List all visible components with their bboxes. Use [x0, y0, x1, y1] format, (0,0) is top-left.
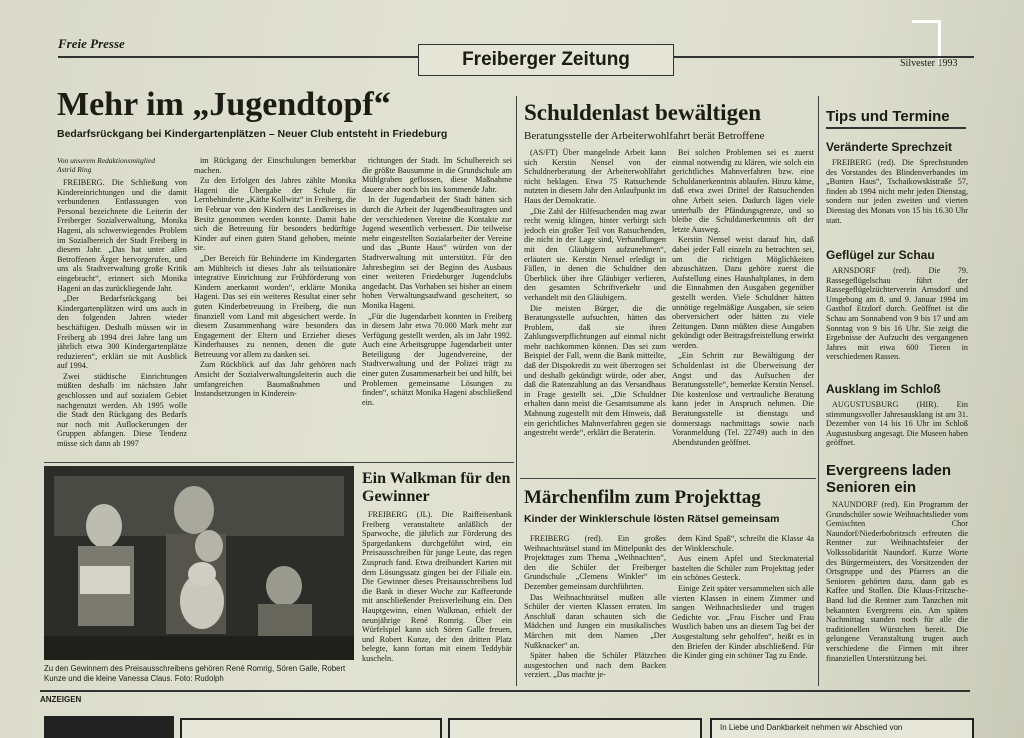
paragraph: FREIBERG (red). Ein großes Weihnachtsrätsel stand im Mittelpunkt des Projekttages zum Thema „Weihnachten“, den die Schüler der Freiberger Grundschule „Clemens Winkler“ im Dezember gemeinsam durchführten.: [524, 534, 666, 591]
paragraph: Einige Zeit später versammelten sich alle vierten Klassen in einem Zimmer und sangen Weihnachtslieder und trugen Gedichte vor. „Frau Fischer und Frau Wustlich haben uns an diesem Tag bei der Ausgestaltung sehr geholfen“, heißt es in den Briefen der Kinder abschließend. Für die Kinder ging ein schöner Tag zu Ende.: [672, 583, 814, 661]
paragraph: „Der Bereich für Behinderte im Kindergarten am Mühlteich ist dieses Jahr als teilstationäre integrative Einrichtung zur Frühförderung von Kindern anerkannt worden“, erklärte Monika Hageni. Das sei ein weiteres Resultat einer sehr guten Kinderbetreuung in Freiberg, die nun finanziell vom Land mit abgesichert werde. In diesem Zusammenhang wäre besonders das Engagement der Eltern und Erzieher dieses Kinderhauses zu nennen, denen die gute Betreuung vor allem zu danken sei.: [194, 253, 356, 359]
paragraph: AUGUSTUSBURG (HIR). Ein stimmungsvoller Jahresausklang ist am 31. Dezember von 14 bis 16 Uhr im Schloß Augustusburg angesagt. Die Museen haben geöffnet.: [826, 400, 968, 448]
masthead-rule-left: [58, 56, 418, 58]
issue-date: Silvester 1993: [900, 58, 958, 69]
sidebar-header: Tips und Termine: [826, 108, 966, 129]
paragraph: (AS/FT) Über mangelnde Arbeit kann sich Kerstin Nensel von der Schuldnerberatung der Arbeiterwohlfahrt nicht beklagen. Etwa 75 Ratsuchende nutzten in diesem Jahr den Anlaufpunkt im Haus der Demokratie.: [524, 148, 666, 205]
ad-box: [180, 718, 442, 738]
column-divider: [516, 96, 517, 686]
paragraph: Später haben die Schüler Plätzchen ausgestochen und nach dem Backen verziert. „Das machte je-: [524, 651, 666, 680]
sidebar-item-title: Veränderte Sprechzeit: [826, 140, 953, 154]
sidebar-item-body: [826, 158, 968, 240]
paragraph: Das Weihnachtsrätsel mußten alle Schüler der vierten Klassen erraten. Im Anschluß daran schauten sich die Mädchen und Jungen ein musikalisches Märchen mit dem Namen „Der Nußknacker“ an.: [524, 592, 666, 650]
paragraph: richtungen der Stadt. Im Schulbereich sei die größte Bausumme in die Grundschule am Mühlgraben geflossen, diese Maßnahme dauere aber noch bis ins kommende Jahr.: [362, 156, 512, 194]
photo-caption: Zu den Gewinnern des Preisausschreibens gehören René Romrig, Sören Galle, Robert Kunze und die kleine Vanessa Claus. Foto: Rudolph: [44, 664, 346, 683]
sidebar-item-title: Evergreens laden Senioren ein: [826, 462, 952, 496]
winners-photo: [44, 466, 354, 660]
sidebar-item-title: Ausklang im Schloß: [826, 382, 941, 396]
paragraph: FREIBERG (JL). Die Raiffeisenbank Freiberg veranstaltete anläßlich der Sparwoche, die jährlich zur Förderung des Spargedankens durchgeführt wird, ein Preisausschreiben für junge Leute, das regen Zuspruch fand. Etwa dreihundert Karten mit dem Lösungssatz gingen bei der Filiale ein. Die Gewinner dieses Preisausschreibens lud die Bank in dieser Woche zur Kaffeerunde mit anschließender Preisverleihung ein. Den Hauptgewinn, einen Walkman, erhielt der neunjährige René Romrig. Über ein Würfelspiel kann sich Sören Galle freuen, und Robert Kunze, der den dritten Platz belegte, kann fortan mit einem Teddybär kuscheln.: [362, 510, 512, 663]
article4-column-2: [672, 534, 814, 686]
paragraph: ARNSDORF (red). Die 79. Rassegeflügelschau führt der Rassegeflügelzüchterverein Arnsdorf und Umgebung am 8. und 9. Januar 1994 im Gasthof Etzdorf durch. Geöffnet ist die Schau am Sonnabend von 9 bis 17 und am Sonntag von 9 bis 16 Uhr. Sie zeigt die Ergebnisse der Aufzucht des vergangenen Jahres mit etwa 600 Tieren in verschiedenen Rassen.: [826, 266, 968, 362]
sidebar-item-body: [826, 500, 968, 686]
article-headline-jugendtopf: Mehr im „Jugendtopf“: [57, 86, 391, 123]
column-divider: [818, 96, 819, 686]
ad-box: [44, 716, 174, 738]
paragraph: Aus einem Apfel und Steckmaterial bastelten die Schüler zum Projekttag jeder ein schönes Gesteck.: [672, 554, 814, 583]
article2-column-1: [524, 148, 666, 474]
newspaper-name: Freie Presse: [58, 36, 125, 51]
ad-text: In Liebe und Dankbarkeit nehmen wir Abschied von: [720, 723, 903, 732]
section-divider: [44, 462, 514, 463]
paragraph: Zu den Erfolgen des Jahres zählte Monika Hageni die Übergabe der Schule für Lernbehinderte „Käthe Kollwitz“ in Freiberg, die im Februar von den Kindern des Landkreises in Besitz genommen werden konnte. Damit habe sich die Betreuung für besonders bedürftige Kinder auf einen guten Stand gehoben, meinte sie.: [194, 176, 356, 253]
sidebar-item-body: [826, 266, 968, 374]
ad-box: [448, 718, 702, 738]
article-subhead-jugendtopf: Bedarfsrückgang bei Kindergartenplätzen – Neuer Club entsteht in Friedeburg: [57, 128, 448, 140]
article-subhead-maerchenfilm: Kinder der Winklerschule lösten Rätsel gemeinsam: [524, 513, 780, 525]
article-headline-maerchenfilm: Märchenfilm zum Projekttag: [524, 487, 761, 508]
article-byline: Von unserem Redaktionsmitglied Astrid Ring: [57, 156, 156, 174]
article1-column-2: [194, 156, 356, 456]
section-divider: [520, 478, 816, 479]
article1-column-1: [57, 178, 187, 456]
paragraph: Zwei städtische Einrichtungen müßten deshalb im nächsten Jahr geschlossen und auf sozialem Gebiet nachgenutzt werden. Ab 1995 wolle die Stadt den Rückgang des Bedarfs nur noch mit Auflockerungen der Gruppen abfangen. Diese Tendenz müsse sich dann ab 1997: [57, 371, 187, 449]
paragraph: „Der Bedarfsrückgang bei Kindergartenplätzen wird uns auch in den folgenden Jahren wieder beschäftigen. Deshalb müssen wir in Freiberg ab 1994 drei Jahre lang um jährlich etwa 300 Kindergartenplätze reduzieren“, erklärt sie mit Ausblick auf 1994.: [57, 294, 187, 371]
paragraph: FREIBERG. Die Schließung von Kindereinrichtungen und die damit verbundenen Entlassungen von Personal bezeichnete die Leiterin der Freiberger Sozialverwaltung, Monika Hageni, als schwerwiegendes Problem im Sozialbereich der Stadt Freiberg in diesem Jahr. „Das hat unter allen Betroffenen Ärger hervorgerufen, und uns als Stadtverwaltung große Kritik eingebracht“, erinnert sich Monika Hageni an das zurückliegende Jahr.: [57, 178, 187, 293]
paragraph: im Rückgang der Einschulungen bemerkbar machen.: [194, 156, 356, 175]
ads-label: ANZEIGEN: [40, 695, 82, 704]
paragraph: In der Jugendarbeit der Stadt hätten sich durch die Arbeit der Jugendbeauftragten und der verschiedenen Vereine die Kontakte zur Jugend wesentlich verbessert. Die teilweise mehr eingestellten Sozialarbeiter der Vereine und das „Bunte Haus“ würden von der Stadtverwaltung mit unterstützt. Für den Jahresbeginn sei der Beginn des Ausbaus einer weiteren Friedeburger Jugendclubs angedacht. Das Vorhaben sei bisher an einem hohen Verwaltungsaufwand gescheitert, so Monika Hageni.: [362, 195, 512, 310]
photo-illustration: [44, 466, 354, 660]
article-headline-walkman: Ein Walkman für den Gewinner: [362, 470, 511, 505]
article4-column-1: [524, 534, 666, 686]
paragraph: „Die Zahl der Hilfesuchenden mag zwar recht wenig klingen, hinter verbirgt sich jedoch ein großer Teil von Ratsuchenden, die nicht in der Lage sind, Verhandlungen mit den Gläubigern aufzunehmen“, erläutert sie. Kerstin Nensel erledigt in Fällen, in denen die Schuldner den Überblick über ihre Gläubiger verlieren, den gesamten Schriftverkehr und verhandelt mit den Gläubigern.: [524, 206, 666, 302]
section-title: Freiberger Zeitung: [418, 44, 674, 76]
ad-box: [710, 718, 974, 738]
article1-column-3: [362, 156, 512, 456]
paragraph: FREIBERG (red). Die Sprechstunden des Vorstandes des Blindenverbandes im „Bunten Haus“, Tschaikowskistraße 57, finden ab 1994 nicht mehr jeden Dienstag, sondern nur jeden zweiten und vierten Dienstag des Monats von 15 bis 16.30 Uhr statt.: [826, 158, 968, 225]
paragraph: „Ein Schritt zur Bewältigung der Schuldenlast ist die Überweisung der Angst und das Aufsuchen der Beratungsstelle“, bemerkte Kerstin Nensel. Die kostenlose und vertrauliche Beratung kann jeder in Anspruch nehmen. Die Beratungsstelle ist dienstags und donnerstags nachmittags sowie nach Voranmeldung (Tel. 22749) auch in den Abendstunden geöffnet.: [672, 351, 814, 447]
paragraph: Kerstin Nensel weist darauf hin, daß dabei jeder Fall einzeln zu betrachten sei, um die richtigen Möglichkeiten abzuschätzen. Dazu gehöre zuerst die Aufstellung eines Haushaltplanes, in dem die Einnahmen den Ausgaben gegenüber gestellt werden. Viele Schuldner hätten unnötige regelmäßige Ausgaben, sie seien oberversichert oder hätten zu viele Zeitungen. Dann müßten diese Ausgaben gekündigt oder Beitragsfreistellung erwirkt werden.: [672, 235, 814, 350]
sidebar-item-body: [826, 400, 968, 454]
sidebar-item-title: Geflügel zur Schau: [826, 248, 935, 262]
article-headline-schuldenlast: Schuldenlast bewältigen: [524, 100, 762, 125]
paragraph: Zum Rückblick auf das Jahr gehören nach Ansicht der Sozialverwaltungsleiterin auch die umfangreichen Baumaßnahmen und Instandsetzungen in Kinderein-: [194, 360, 356, 399]
article3-body: [362, 510, 512, 686]
paragraph: dem Kind Spaß“, schreibt die Klasse 4a der Winklerschule.: [672, 534, 814, 553]
paragraph: „Für die Jugendarbeit konnten in Freiberg in diesem Jahr etwa 70.000 Mark mehr zur Verfügung gestellt werden, als im Jahr 1992. Auch eine Arbeitsgruppe Jugendarbeit unter Beteiligung der Jugendvereine, der Stadtverwaltung und der Polizei trägt zu einer guten Zusammenarbeit bei und hilft, bei Problemen gemeinsame Lösungen zu finden“, schätzt Monika Hageni abschließend ein.: [362, 311, 512, 407]
article2-column-2: [672, 148, 814, 474]
paragraph: Die meisten Bürger, die die Beratungsstelle aufsuchten, hätten das Problem, daß sie ihren Zahlungsverpflichtungen auf einmal nicht mehr nachkommen können. Das sei zum Beispiel der Fall, wenn die Bank mitteilte, daß der Dispokredit zu weit überzogen sei und deshalb gekündigt würde, oder aber, daß die Ratenzahlung an das Versandhaus in Frage gestellt sei. „Die Schuldner erhalten dann meist die Gesamtsumme als Mahnung zugestellt mit dem Hinweis, daß ein gerichtliches Mahnverfahren gegen sie angestrebt werde“, erklärt die Beraterin.: [524, 303, 666, 438]
paragraph: Bei solchen Problemen sei es zuerst einmal notwendig zu klären, wie solch ein gerichtliches Mahnverfahren bzw. eine Schuldanerkenntnis ablaufen. Hinzu käme, daß etwa zwei Drittel der Ratsuchenden ohne Arbeit seien. Dadurch lägen viele unterhalb der Pfändungsgrenze, und so bleibe die Schuldanerkenntnis oft der letzte Ausweg.: [672, 148, 814, 234]
ads-rule: [40, 690, 970, 692]
article-subhead-schuldenlast: Beratungsstelle der Arbeiterwohlfahrt berät Betroffene: [524, 130, 765, 142]
paragraph: NAUNDORF (red). Ein Programm der Grundschüler sowie Weihnachtslieder vom Gemischten Chor Naundorf/Niederbobritzsch erfreuten die Rentner zur Weihnachtsfeier der Volkssolidarität Naundorf. Kurze Worte des Bürgermeisters, des Vorsitzenden der Ortsgruppe und des Pfarrers an die Senioren gehörten dazu, dann gab es Kaffee und Stollen. Die Klaus-Fritzsche-Band lud die Rentner zum Tanzchen mit bekannten Evergreens ein. Am späten Nachmittag standen noch für alle die traditionellen Würstchen bereit. Die gelungene Veranstaltung trugen auch verschiedene die Firmen mit ihrer finanziellen Unterstützung bei.: [826, 500, 968, 663]
